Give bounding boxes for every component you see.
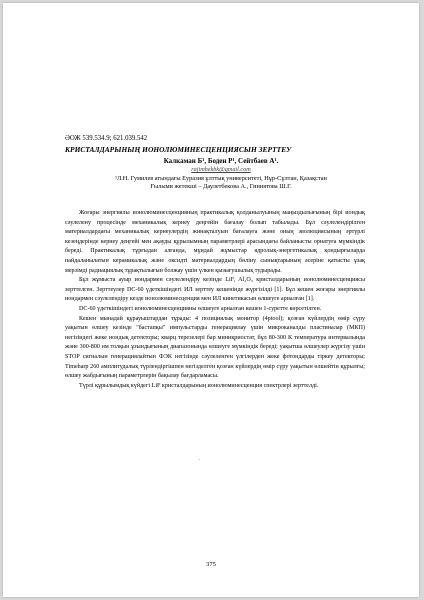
stray-mark: . bbox=[199, 456, 201, 462]
article-body bbox=[65, 209, 365, 391]
udc-code: ӘОЖ 539.534.9; 621.039.542 bbox=[65, 135, 148, 142]
body-paragraph: Кешен мынадай құрауыштардан тұрады: 4 позициялық монитор (4ptool); қозған күйлердің өмір сүру уақытын өлшеу кезінде "бастапқы" импульстарды генерациялау үшін микроканалды пластиналар (МКП) негізіндегі жеке иондық детекторы; кварц терезелері бар миниқриостат, бұл 80-300 К температура интервалында және 300-800 нм толқын ұзындығының диапазонында өлшеуге мүмкіндік береді; уақытша өлшеулер жүргізу үшін STOP сигналын генерациялайтын ФЭК негізінде сәулеленген үлгілерден жеке фотондарды тіркеу детекторы; Timeharp 260 амплитудалық түрлендіргішпен негізделген қозған күйлердің өмір сүру уақытын өлшейтін құрылғы; өлшеу жабдығының параметрлерін бақылау бағдарламасы. bbox=[65, 315, 365, 380]
author-affiliation: ¹Л.Н. Гумилев атындағы Еуразия ұлттық университеті, Нұр-Сұлтан, Қазақстан bbox=[115, 175, 327, 182]
author-list: Калкаман Б¹, Боден Р¹, Сейтбаев А¹. bbox=[163, 157, 279, 165]
author-email-link[interactable]: rajimbekbk@gmail.com bbox=[191, 166, 251, 173]
article-content bbox=[65, 135, 365, 391]
body-paragraph: Түрлі құрылымдық күйдегі LiF кристалдарының ионолюминесценция спектрлері зерттелді. bbox=[79, 382, 319, 389]
article-title: КРИСТАЛДАРЫНЫҢ ИОНОЛЮМИНЕСЦЕНЦИЯСЫН ЗЕРТТЕУ bbox=[65, 145, 292, 154]
document-page bbox=[3, 3, 419, 597]
body-paragraph: DC-60 үдеткішіндегі ионолюминесценцияны өлшеуге арналған кешен 1-суретте көрсетілген. bbox=[79, 305, 322, 312]
body-paragraph: Жоғары энергиялы ионолюминесценцияның практикалық қолданылуының маңыздылығының бірі иондық сәулелену процесінде механикалық кернеу деңгейін бағалау болып табылады. Бұл сәулелендірілген материалдардағы механикалық кернеулердің жинақталуын бағалауға және оның эволюциясының әртүрлі кезеңдерінде кернеу деңгейі мен ақауды құрылымның параметрлері арасындағы байланысты орнатуға мүмкіндік береді. Практикалық тұрғыдан алғанда, мұндай жұмыстар ядролық-энергетикалық қондырғыларда пайдаланылатын керамикалық және оксидті материалдардың бөліну сынықтарының әсеріне қатысты ұзақ мерзімді радиациялық тұрақтылығын болжау үшін үлкен қызығушылық тудырады. bbox=[65, 210, 365, 274]
page-number: 375 bbox=[206, 561, 216, 568]
scientific-supervisor: Ғылыми жетекші – Даулетбекова А., Гиниятова Ш.Г. bbox=[150, 183, 292, 190]
body-paragraph: Бұл жұмыста ауыр иондармен сәулелендіру кезінде LiF, Al₂O₃ кристалдарының ионолюминесценциясы зерттелген. Зерттеулер DC-60 үдеткішіндегі ИЛ зерттеу кешенінде жүргізілді [1]. Бұл кешен жоғары энергиялы иондармен сәулелендіру кезде ионолюминесценция мен ИЛ кинетикасын өлшеуге арналған [1]. bbox=[65, 277, 365, 303]
